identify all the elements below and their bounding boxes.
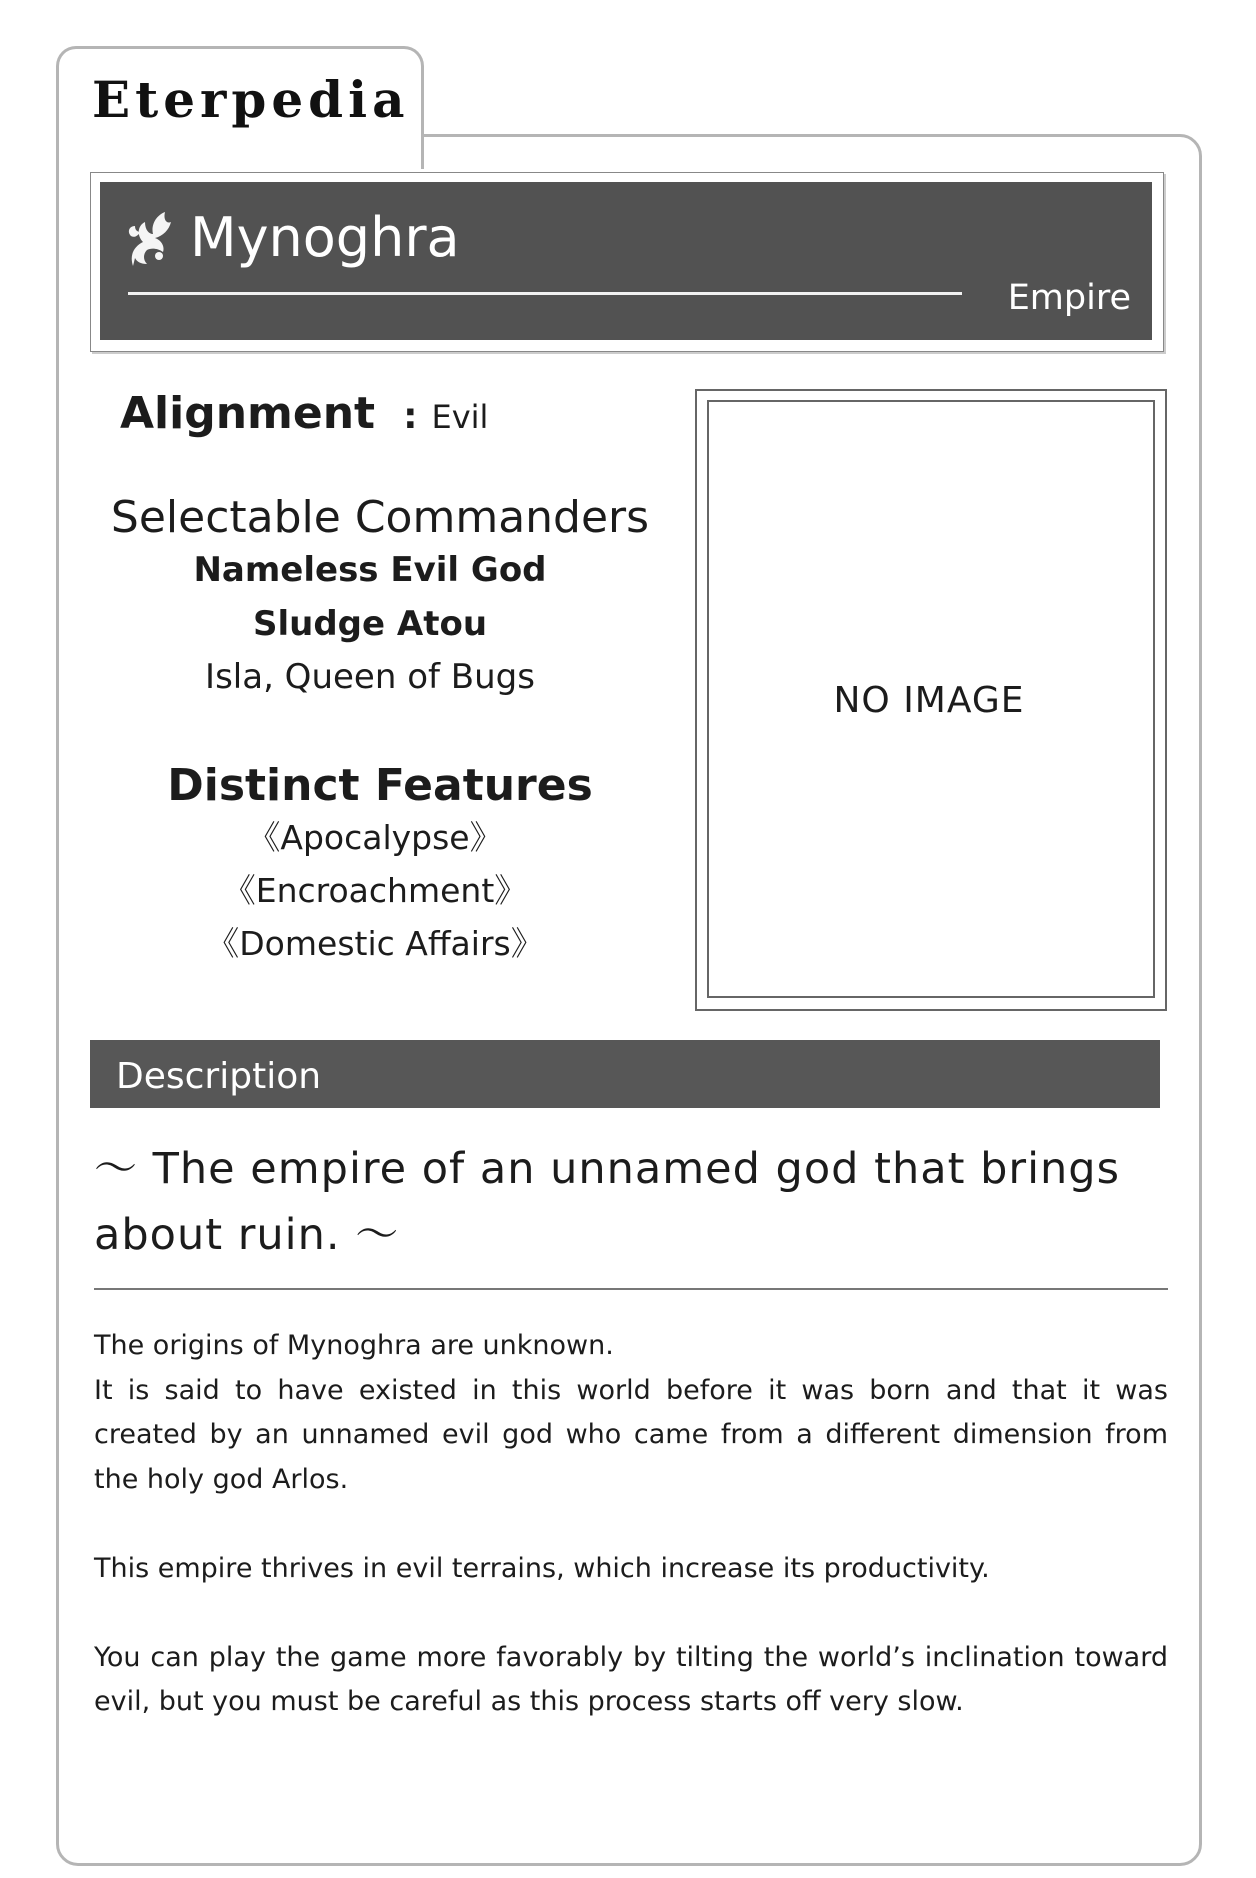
alignment-label: Alignment [120, 388, 376, 439]
description-divider [94, 1288, 1168, 1290]
entry-name: Mynoghra [190, 206, 460, 269]
card-tab-title: Eterpedia [92, 70, 410, 129]
description-paragraph: You can play the game more favorably by tilting the world’s inclination toward evil, but you must be careful as this process starts off very slow. [94, 1641, 1168, 1717]
alignment-colon: : [403, 396, 418, 437]
description-paragraph: This empire thrives in evil terrains, which increase its productivity. [94, 1552, 990, 1584]
feature-item: 《Encroachment》 [222, 871, 528, 910]
description-tagline: ～ The empire of an unnamed god that brings about ruin. ～ [94, 1144, 1120, 1260]
description-paragraph: It is said to have existed in this world before it was born and that it was created by an unnamed evil god who came from a different dimension from the holy god Arlos. [94, 1374, 1168, 1495]
commander-item: Isla, Queen of Bugs [205, 657, 535, 697]
commanders-title: Selectable Commanders [110, 492, 650, 543]
tab-join [59, 128, 415, 142]
feature-item: 《Apocalypse》 [247, 818, 503, 857]
description-header: Description [116, 1056, 322, 1097]
alignment-row [120, 388, 488, 439]
features-title: Distinct Features [167, 760, 593, 811]
entry-category: Empire [1007, 278, 1131, 318]
no-image-label: NO IMAGE [833, 680, 1025, 721]
leaf-emblem-icon [123, 206, 175, 272]
feature-item: 《Domestic Affairs》 [206, 924, 544, 963]
description-paragraph: The origins of Mynoghra are unknown. [94, 1330, 614, 1361]
alignment-value: Evil [431, 398, 489, 436]
description-body [94, 1324, 1168, 1725]
banner-divider [128, 292, 962, 295]
commander-item: Nameless Evil God [193, 550, 547, 590]
commander-item: Sludge Atou [252, 604, 488, 644]
